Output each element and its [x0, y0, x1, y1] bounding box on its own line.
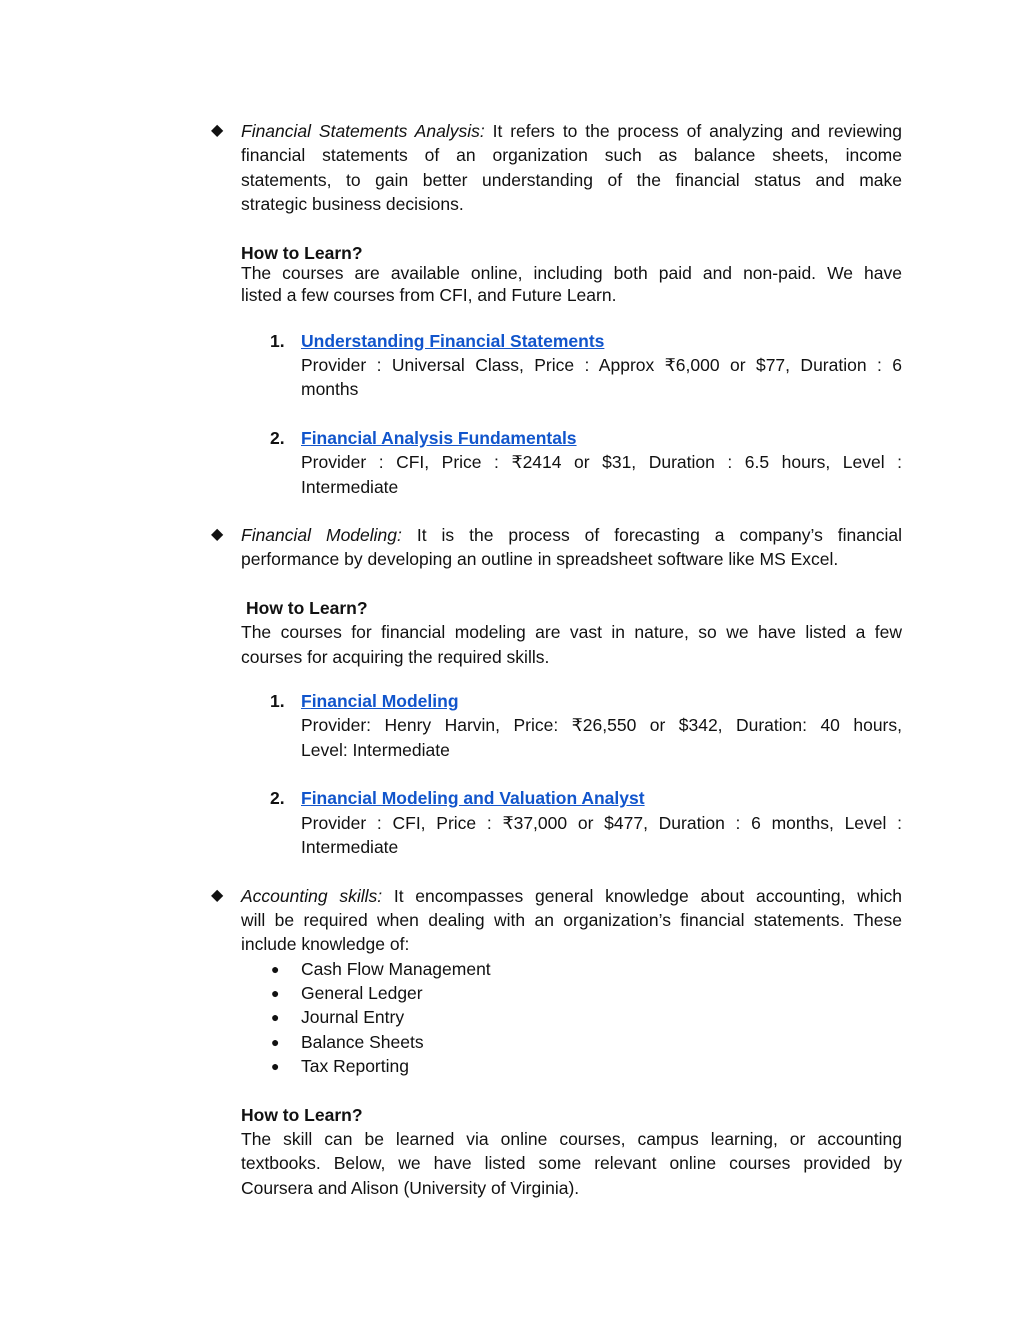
course-details: Provider : CFI, Price : ₹37,000 or $477, Duration : 6 months, Level :: [301, 813, 902, 833]
how-to-learn-text: textbooks. Below, we have listed some relevant online courses provided by: [241, 1153, 902, 1173]
course-details: Level: Intermediate: [301, 740, 450, 760]
section-desc: It refers to the process of analyzing and reviewing: [492, 121, 902, 141]
how-to-learn-text: The courses for financial modeling are vast in nature, so we have listed a few: [241, 622, 902, 642]
skill-list-item: Balance Sheets: [301, 1032, 424, 1052]
section-desc-line: include knowledge of:: [241, 934, 410, 954]
course-link-understanding-financial-statements[interactable]: Understanding Financial Statements: [301, 331, 605, 351]
how-to-learn-heading: How to Learn?: [246, 598, 368, 618]
section-term: Accounting skills:: [241, 886, 383, 906]
course-number: 2.: [270, 428, 285, 448]
round-bullet-icon: ●: [271, 1058, 280, 1074]
how-to-learn-heading: How to Learn?: [241, 243, 363, 263]
course-number: 1.: [270, 691, 285, 711]
section-accounting-skills-intro: [241, 884, 902, 908]
course-number: 1.: [270, 331, 285, 351]
how-to-learn-text: The courses are available online, including both paid and non-paid. We have: [241, 263, 902, 283]
how-to-learn-text: courses for acquiring the required skills.: [241, 647, 550, 667]
section-financial-modeling-intro: [241, 523, 902, 547]
diamond-bullet-icon: ◆: [211, 887, 224, 904]
round-bullet-icon: ●: [271, 1034, 280, 1050]
how-to-learn-heading: How to Learn?: [241, 1105, 363, 1125]
course-details: Intermediate: [301, 477, 399, 497]
skill-list-item: Cash Flow Management: [301, 959, 491, 979]
course-link-financial-analysis-fundamentals[interactable]: Financial Analysis Fundamentals: [301, 428, 577, 448]
round-bullet-icon: ●: [271, 1009, 280, 1025]
course-number: 2.: [270, 788, 285, 808]
skill-list-item: General Ledger: [301, 983, 423, 1003]
section-desc-line: financial statements of an organization such as balance sheets, income: [241, 145, 902, 165]
course-link-financial-modeling-valuation-analyst[interactable]: Financial Modeling and Valuation Analyst: [301, 788, 645, 808]
course-details: Intermediate: [301, 837, 399, 857]
section-term: Financial Modeling:: [241, 525, 402, 545]
diamond-bullet-icon: ◆: [211, 122, 224, 139]
section-financial-statements-intro: [241, 119, 902, 143]
course-details: months: [301, 379, 359, 399]
section-desc-line: will be required when dealing with an organization’s financial statements. These: [241, 910, 902, 930]
skill-list-item: Tax Reporting: [301, 1056, 409, 1076]
section-desc: It encompasses general knowledge about accounting, which: [393, 886, 902, 906]
section-desc: It is the process of forecasting a company’s financial: [416, 525, 902, 545]
round-bullet-icon: ●: [271, 961, 280, 977]
how-to-learn-text: The skill can be learned via online courses, campus learning, or accounting: [241, 1129, 902, 1149]
course-link-financial-modeling[interactable]: Financial Modeling: [301, 691, 459, 711]
how-to-learn-text: Coursera and Alison (University of Virginia).: [241, 1178, 580, 1198]
course-details: Provider: Henry Harvin, Price: ₹26,550 or $342, Duration: 40 hours,: [301, 715, 902, 735]
how-to-learn-text: listed a few courses from CFI, and Future Learn.: [241, 285, 617, 305]
section-desc-line: statements, to gain better understanding of the financial status and make: [241, 170, 902, 190]
skill-list-item: Journal Entry: [301, 1007, 405, 1027]
section-desc-line: performance by developing an outline in spreadsheet software like MS Excel.: [241, 549, 839, 569]
course-details: Provider : CFI, Price : ₹2414 or $31, Duration : 6.5 hours, Level :: [301, 452, 902, 472]
section-desc-line: strategic business decisions.: [241, 194, 464, 214]
diamond-bullet-icon: ◆: [211, 526, 224, 543]
section-term: Financial Statements Analysis:: [241, 121, 485, 141]
round-bullet-icon: ●: [271, 985, 280, 1001]
course-details: Provider : Universal Class, Price : Approx ₹6,000 or $77, Duration : 6: [301, 355, 902, 375]
